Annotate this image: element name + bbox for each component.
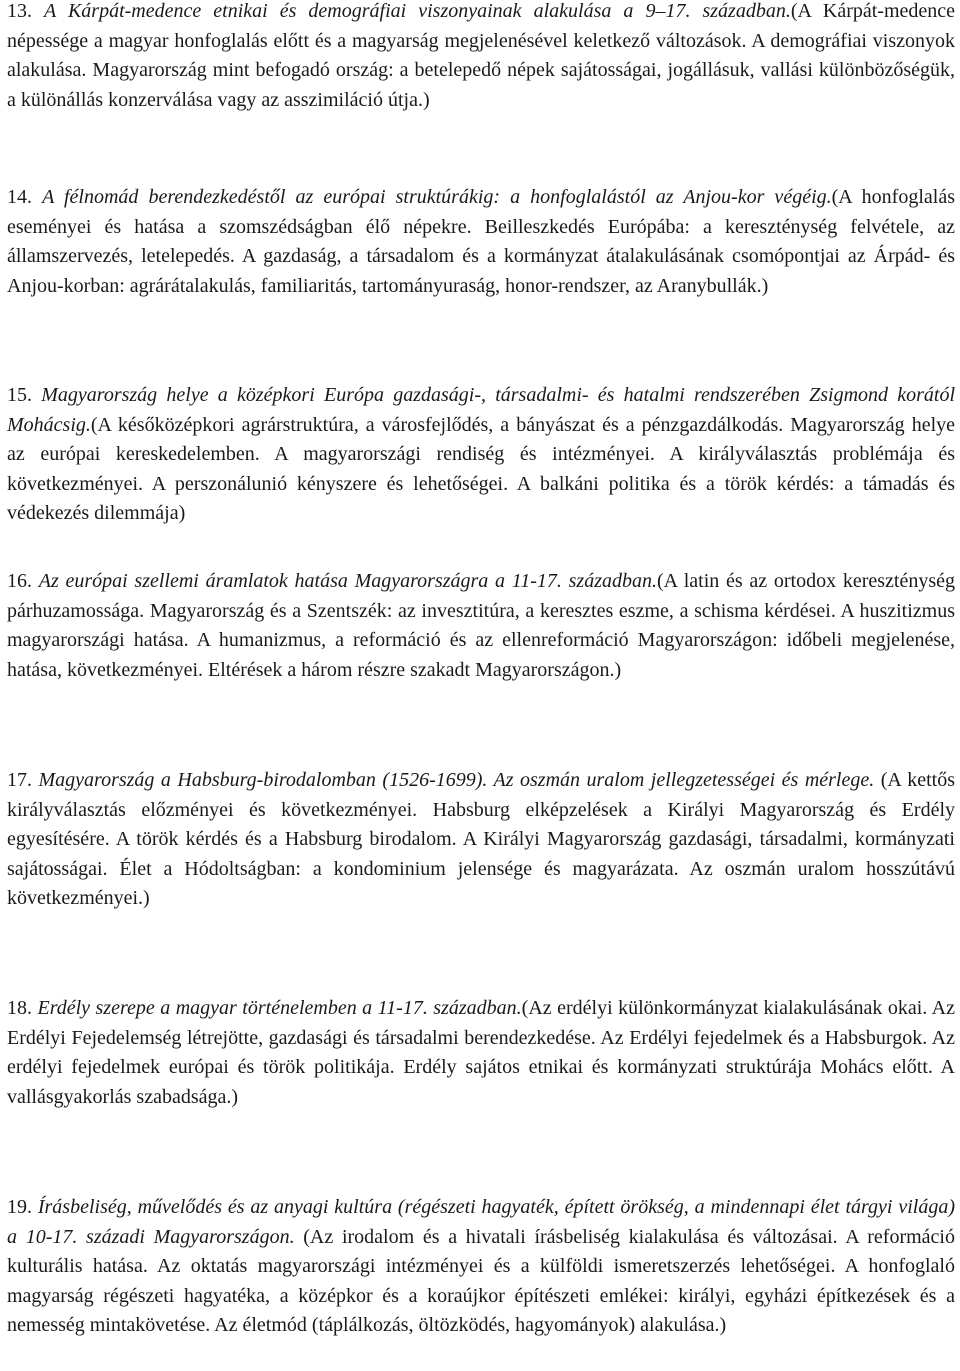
topic-19-body: (Az irodalom és a hivatali írásbeliség kialakulása és változásai. A reformáció kulturális hatása. Az oktatás magyarországi intézményei és a külföldi ismeretszerzés lehetőségei. A honfoglaló magyarság régészeti hagyatéka, a középkor és a koraújkor építészeti emlékei: királyi, egyházi építkezések és a nemesség mintakövetése. Az életmód (táplálkozás, öltözködés, hagyományok) alakulása.) [7,1225,955,1336]
topic-14-body: (A honfoglalás eseményei és hatása a szomszédságban élő népekre. Beilleszkedés Európába: a kereszténység felvétele, az államszervezés, letelepedés. A gazdaság, a társadalom és a kormányzat átalakulásának csomópontjai az Árpád- és Anjou-korban: agrárátalakulás, familiaritás, tartományuraság, honor-rendszer, az Aranybullák.) [7,186,955,297]
topic-18-title: Erdély szerepe a magyar történelemben a 11-17. században. [37,997,522,1019]
topic-19-number: 19. [7,1196,32,1218]
topic-17-title: Magyarország a Habsburg-birodalomban (1526-1699). Az oszmán uralom jellegzetességei és mérlege. [38,769,875,791]
topic-13-body: (A Kárpát-medence népessége a magyar honfoglalás előtt és a magyarság megjelenésével keletkező változások. A demográfiai viszonyok alakulása. Magyarország mint befogadó ország: a betelepedő népek sajátosságai, jogállásuk, vallási különbözőségük, a különállás konzerválása vagy az asszimiláció útja.) [7,0,956,111]
topic-17 [7,766,955,914]
topic-19-title: Írásbeliség, művelődés és az anyagi kultúra (régészeti hagyaték, épített örökség, a mindennapi élet tárgyi világa) a 10-17. századi Magyarországon. [7,1196,955,1248]
topic-14-title: A félnomád berendezkedéstől az európai struktúrákig: a honfoglalástól az Anjou-kor végéig. [42,186,832,208]
topic-15-body: (A későközépkori agrárstruktúra, a városfejlődés, a bányászat és a pénzgazdálkodás. Magyarország helye az európai kereskedelemben. A magyarországi rendiség és intézményei. A királyválasztás problémája és következményei. A perszonálunió kényszere és lehetőségei. A balkáni politika és a török kérdés: a támadás és védekezés dilemmája) [7,413,955,524]
topic-17-body: (A kettős királyválasztás előzményei és következményei. Habsburg elképzelések a Királyi Magyarország és Erdély egyesítésére. A török kérdés és a Habsburg birodalom. A Királyi Magyarország gazdasági, társadalmi, kormányzati sajátosságai. Élet a Hódoltságban: a kondominium jelensége és magyarázata. Az oszmán uralom hosszútávú következményei.) [7,769,956,909]
topic-15 [7,381,955,529]
topic-13-title: A Kárpát-medence etnikai és demográfiai viszonyainak alakulása a 9–17. században. [44,0,791,22]
topic-19 [7,1193,955,1341]
topic-18 [7,994,955,1112]
topic-18-body: (Az erdélyi különkormányzat kialakulásának okai. Az Erdélyi Fejedelemség létrejötte, gazdasági és társadalmi berendezkedése. Az Erdélyi fejedelmek és a Habsburgok. Az erdélyi fejedelmek európai és török politikája. Erdély sajátos etnikai és kormányzati struktúrája Mohács előtt. A vallásgyakorlás szabadsága.) [7,997,955,1108]
topic-16-number: 16. [7,570,32,592]
topic-15-title: Magyarország helye a középkori Európa gazdasági-, társadalmi- és hatalmi rendszerében Zsigmond korától Mohácsig. [7,384,956,436]
topic-16 [7,567,955,685]
topic-16-body: (A latin és az ortodox kereszténység párhuzamossága. Magyarország és a Szentszék: az invesztitúra, a keresztes eszme, a schisma kérdései. A huszitizmus magyarországi hatása. A humanizmus, a reformáció és az ellenreformáció Magyarországon: időbeli megjelenése, hatása, következményei. Eltérések a három részre szakadt Magyarországon.) [7,570,955,681]
topic-14-number: 14. [7,186,32,208]
topic-13 [7,0,955,115]
topic-16-title: Az európai szellemi áramlatok hatása Magyarországra a 11-17. században. [38,570,657,592]
topic-13-number: 13. [7,0,32,22]
topic-17-number: 17. [7,769,32,791]
topic-18-number: 18. [7,997,32,1019]
topic-15-number: 15. [7,384,32,406]
topic-14 [7,183,955,301]
